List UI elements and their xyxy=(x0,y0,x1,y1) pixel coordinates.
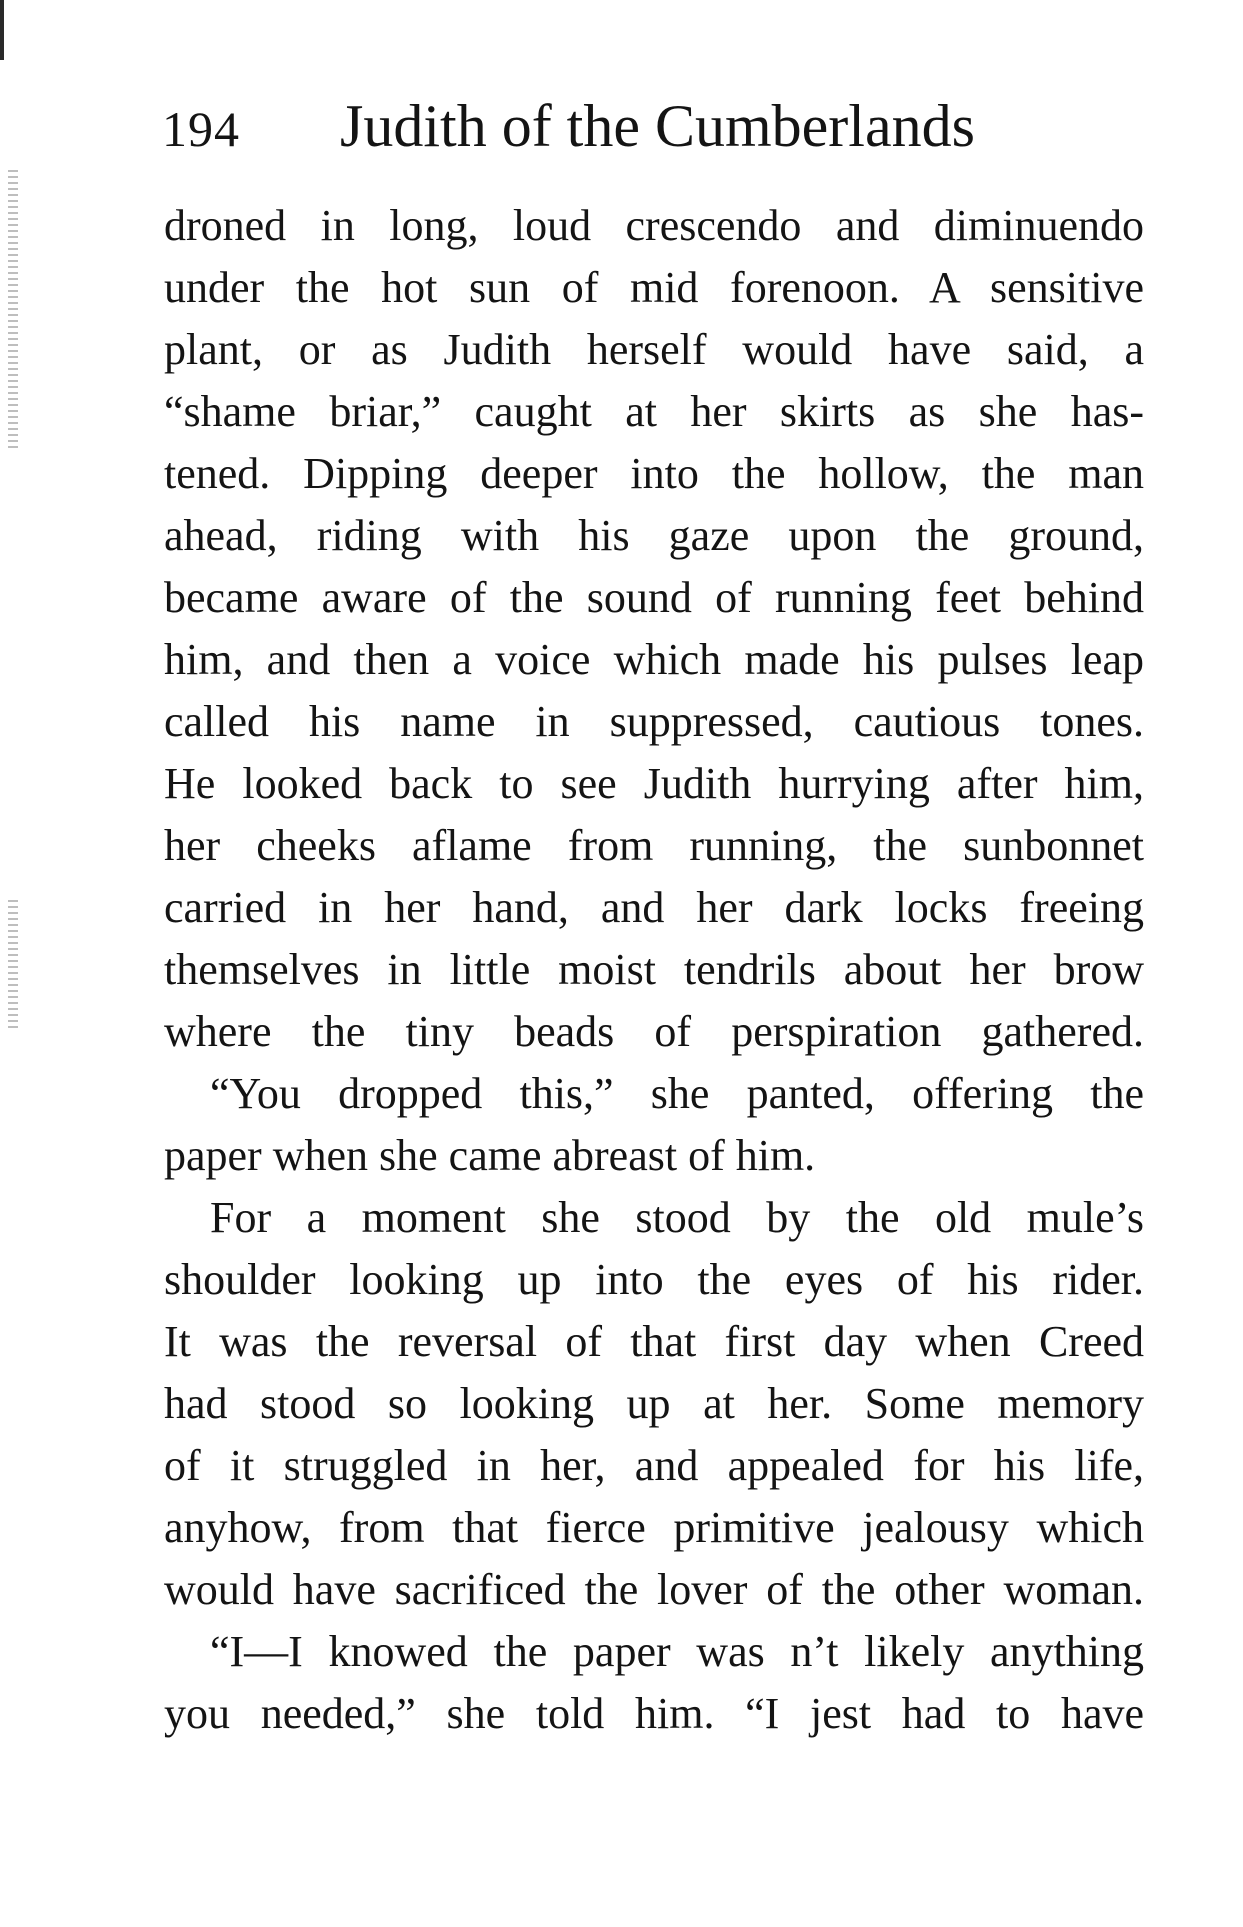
text-line: under the hot sun of mid forenoon. A sensitive xyxy=(164,263,1144,312)
text-line: carried in her hand, and her dark locks freeing xyxy=(164,883,1144,932)
text-line: him, and then a voice which made his pulses leap xyxy=(164,635,1144,684)
text-line: where the tiny beads of perspiration gathered. xyxy=(164,1007,1144,1056)
text-line: anyhow, from that fierce primitive jealousy which xyxy=(164,1503,1144,1552)
text-line: “I—I knowed the paper was n’t likely anything xyxy=(210,1627,1144,1676)
text-line: her cheeks aflame from running, the sunbonnet xyxy=(164,821,1144,870)
text-line: “You dropped this,” she panted, offering the xyxy=(210,1069,1144,1118)
text-line: It was the reversal of that first day when Creed xyxy=(164,1317,1144,1366)
gutter-scan-noise xyxy=(8,900,18,1030)
text-line: became aware of the sound of running feet behind xyxy=(164,573,1144,622)
page-number: 194 xyxy=(162,101,240,157)
gutter-scan-noise xyxy=(8,170,18,450)
text-line: had stood so looking up at her. Some memory xyxy=(164,1379,1144,1428)
running-title: Judith of the Cumberlands xyxy=(340,93,975,159)
text-line: of it struggled in her, and appealed for his life, xyxy=(164,1441,1144,1490)
text-line: “shame briar,” caught at her skirts as she has- xyxy=(164,387,1144,436)
body-text xyxy=(164,195,1144,1745)
gutter-scan-edge xyxy=(0,0,4,60)
text-line: paper when she came abreast of him. xyxy=(164,1131,816,1180)
running-header xyxy=(162,92,1142,162)
text-line: themselves in little moist tendrils about her brow xyxy=(164,945,1144,994)
text-line: plant, or as Judith herself would have said, a xyxy=(164,325,1144,374)
text-line: would have sacrificed the lover of the other woman. xyxy=(164,1565,1144,1614)
text-line: tened. Dipping deeper into the hollow, the man xyxy=(164,449,1144,498)
text-line: shoulder looking up into the eyes of his rider. xyxy=(164,1255,1144,1304)
text-line: ahead, riding with his gaze upon the ground, xyxy=(164,511,1144,560)
text-line: droned in long, loud crescendo and diminuendo xyxy=(164,201,1144,250)
text-line: you needed,” she told him. “I jest had to have xyxy=(164,1689,1144,1738)
text-line: called his name in suppressed, cautious tones. xyxy=(164,697,1144,746)
text-line: For a moment she stood by the old mule’s xyxy=(210,1193,1144,1242)
text-line: He looked back to see Judith hurrying after him, xyxy=(164,759,1144,808)
